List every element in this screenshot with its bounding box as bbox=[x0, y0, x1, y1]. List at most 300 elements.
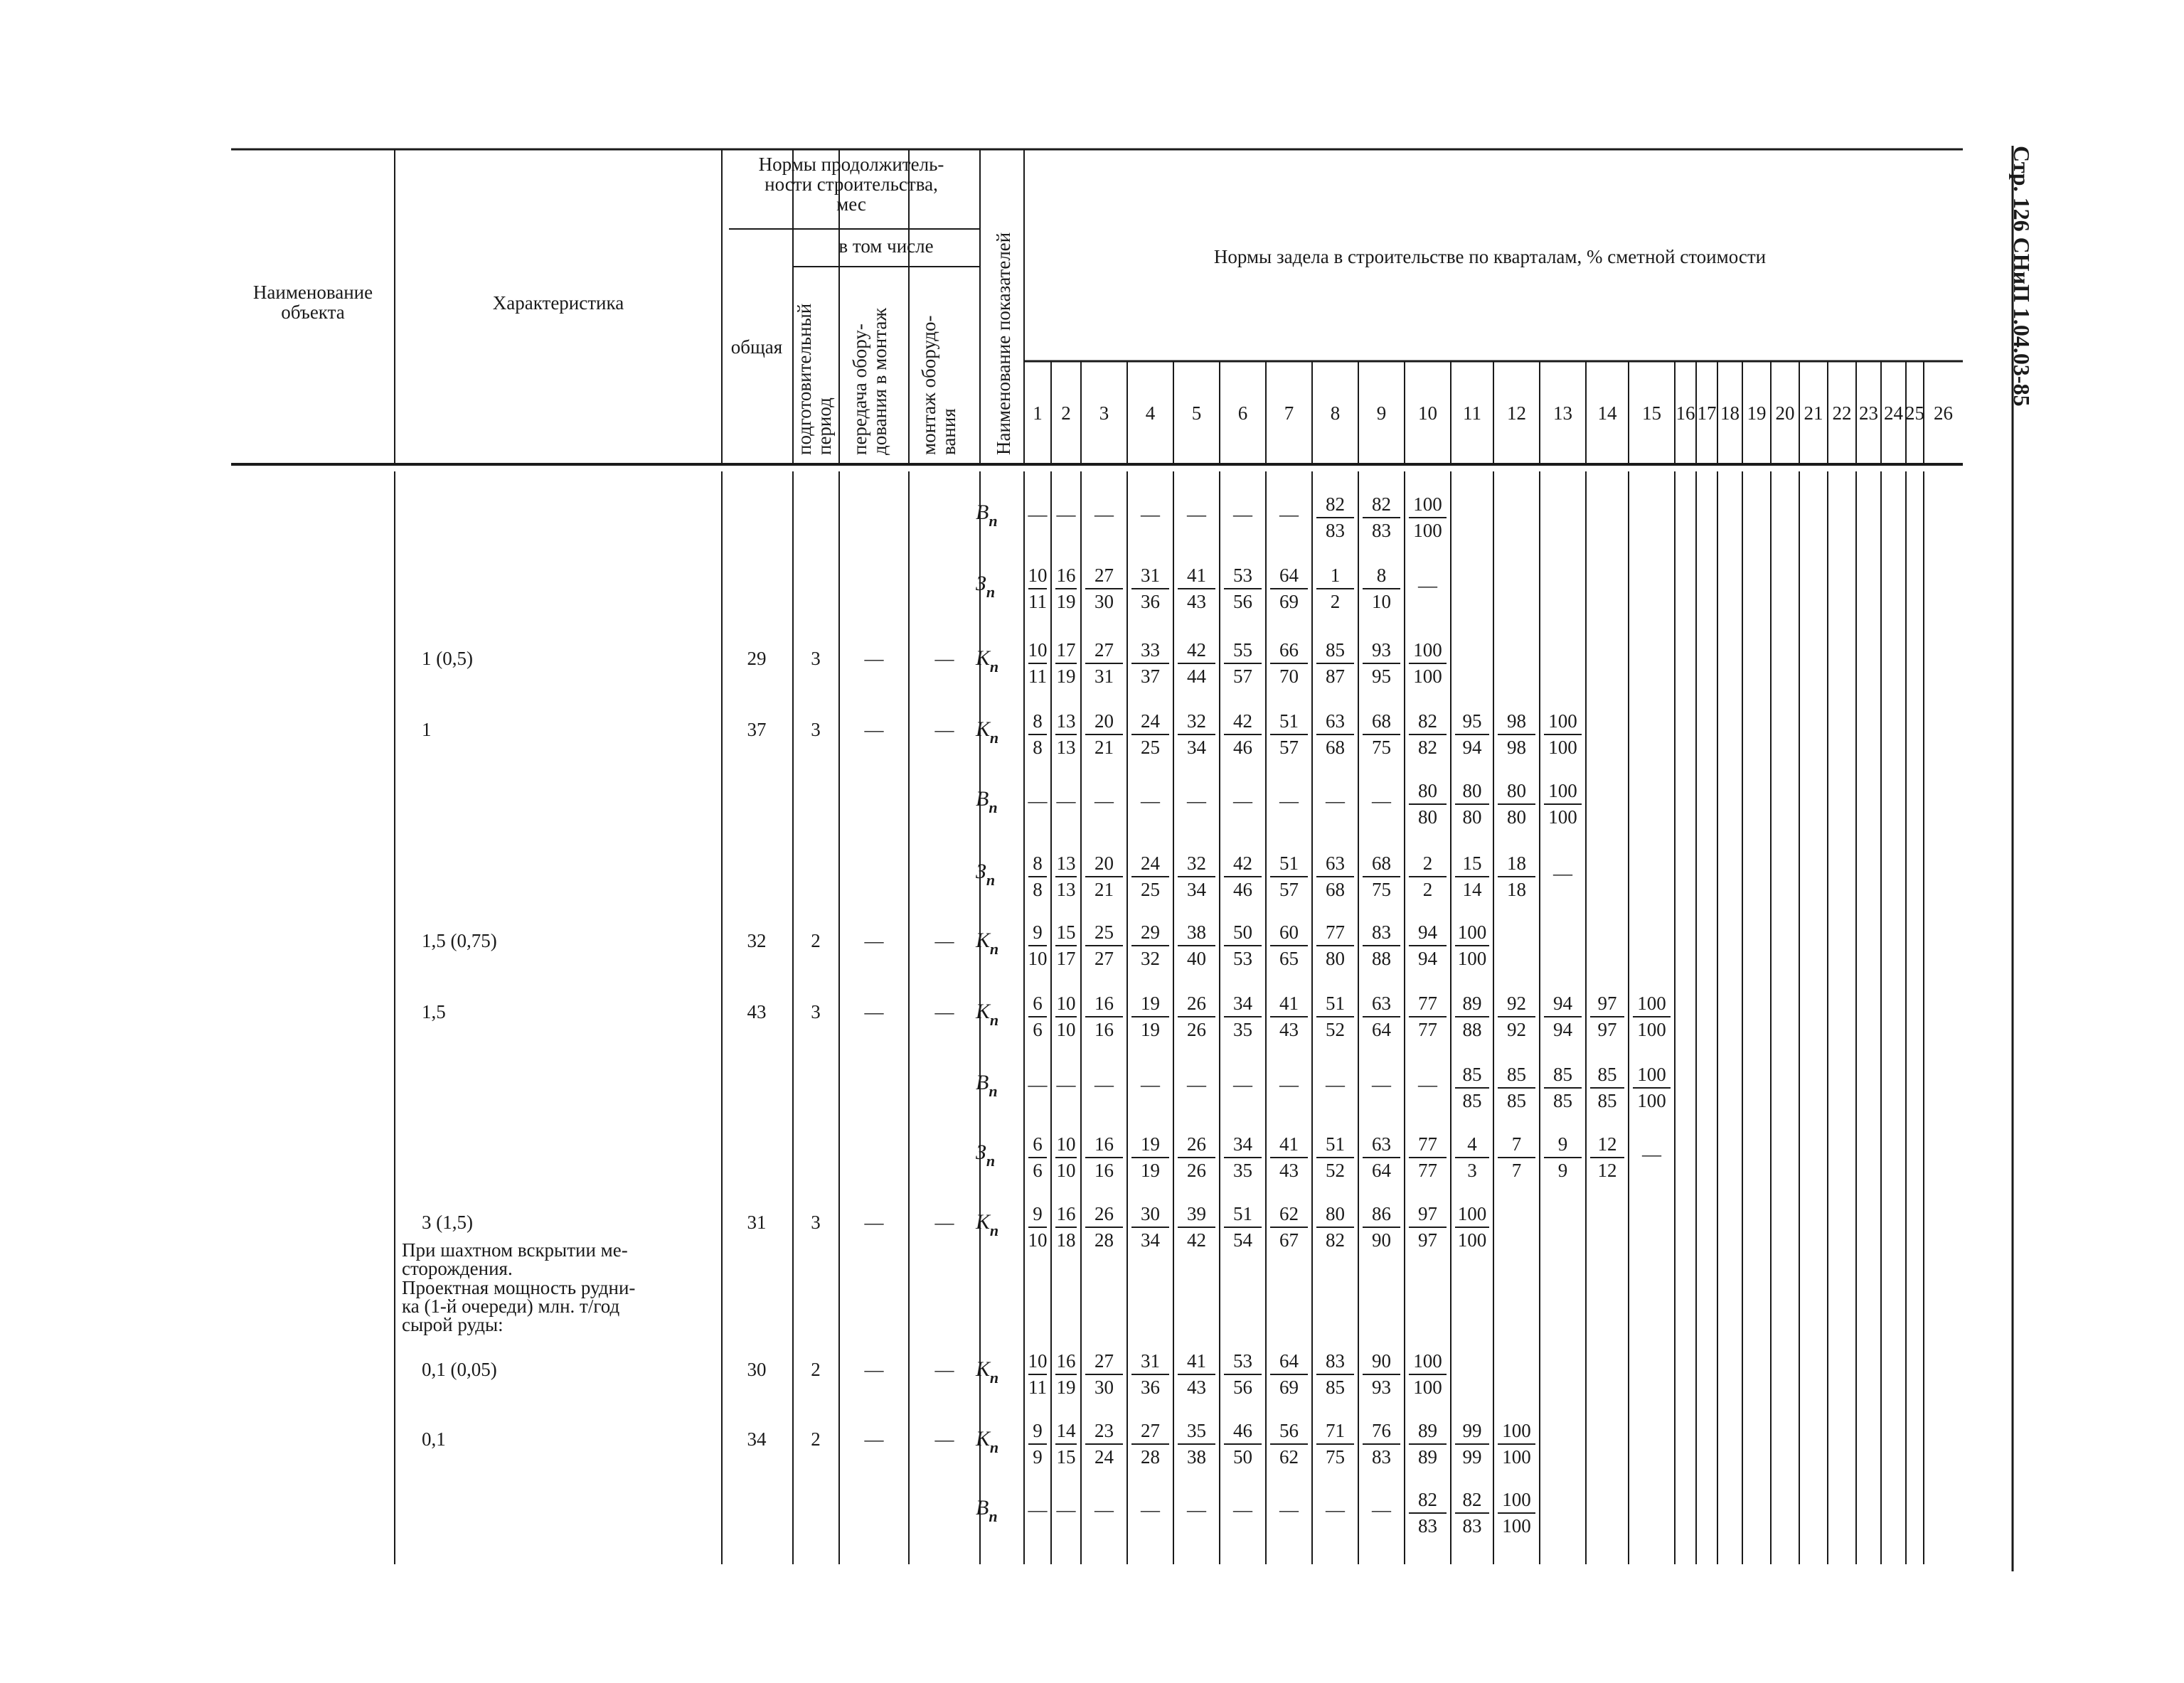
cell-numerator: 50 bbox=[1233, 921, 1252, 943]
cell-denominator: 21 bbox=[1094, 737, 1114, 758]
cell-denominator: 32 bbox=[1141, 948, 1160, 969]
cell-denominator: 100 bbox=[1413, 520, 1442, 541]
cell-numerator: 86 bbox=[1372, 1203, 1391, 1224]
cell-denominator: 100 bbox=[1548, 806, 1577, 828]
cell-numerator: 10 bbox=[1028, 565, 1048, 586]
cell-numerator: 100 bbox=[1548, 780, 1577, 801]
cell-value: — bbox=[1326, 1499, 1345, 1520]
cell-numerator: 89 bbox=[1462, 993, 1482, 1014]
cell-numerator: 29 bbox=[1141, 921, 1160, 943]
cell-denominator: 18 bbox=[1507, 879, 1526, 900]
cell-denominator: 82 bbox=[1418, 737, 1437, 758]
cell-numerator: 6 bbox=[1033, 1133, 1043, 1155]
cell-value: — bbox=[1028, 1074, 1048, 1095]
header-backlog-norms: Нормы задела в строительстве по кварталам, % сметной стоимости bbox=[1213, 246, 1767, 267]
table-row bbox=[976, 565, 1438, 612]
quarter-label: 2 bbox=[1061, 402, 1071, 424]
cell-denominator: 100 bbox=[1457, 948, 1487, 969]
row-equip-transfer: — bbox=[864, 1001, 884, 1022]
cell-value: — bbox=[1028, 503, 1048, 525]
cell-numerator: 92 bbox=[1507, 993, 1526, 1014]
page-header: Стр. 126 СНиП 1.04.03-85 bbox=[2009, 146, 2035, 407]
cell-denominator: 34 bbox=[1187, 879, 1206, 900]
cell-denominator: 11 bbox=[1028, 666, 1047, 687]
cell-numerator: 76 bbox=[1372, 1420, 1391, 1441]
cell-denominator: 38 bbox=[1187, 1446, 1206, 1468]
cell-numerator: 85 bbox=[1553, 1064, 1572, 1085]
cell-denominator: 19 bbox=[1056, 591, 1076, 612]
row-equip-transfer: — bbox=[864, 930, 884, 951]
indicator-letter: $К_п$ bbox=[976, 1210, 999, 1239]
cell-denominator: 15 bbox=[1056, 1446, 1076, 1468]
cell-numerator: 42 bbox=[1187, 639, 1206, 661]
cell-denominator: 77 bbox=[1418, 1019, 1437, 1040]
cell-value: — bbox=[1279, 1074, 1299, 1095]
cell-numerator: 77 bbox=[1418, 1133, 1437, 1155]
row-characteristic: 1,5 bbox=[422, 1001, 446, 1022]
cell-numerator: 27 bbox=[1094, 565, 1114, 586]
cell-denominator: 69 bbox=[1279, 1377, 1299, 1398]
cell-numerator: 100 bbox=[1413, 1350, 1442, 1372]
indicator-subscript: п bbox=[989, 658, 999, 675]
row-equip-install: — bbox=[934, 719, 954, 740]
quarter-label: 18 bbox=[1720, 402, 1740, 424]
cell-denominator: 6 bbox=[1033, 1160, 1043, 1181]
cell-numerator: 26 bbox=[1094, 1203, 1114, 1224]
cell-denominator: 97 bbox=[1418, 1229, 1437, 1251]
row-prep-period: 2 bbox=[811, 930, 821, 951]
quarter-label: 1 bbox=[1033, 402, 1043, 424]
cell-numerator: 17 bbox=[1056, 639, 1076, 661]
cell-numerator: 23 bbox=[1094, 1420, 1114, 1441]
cell-denominator: 36 bbox=[1141, 591, 1160, 612]
table-rules bbox=[231, 146, 2013, 1571]
cell-numerator: 41 bbox=[1279, 993, 1299, 1014]
cell-denominator: 43 bbox=[1187, 591, 1206, 612]
cell-denominator: 10 bbox=[1028, 1229, 1048, 1251]
row-total: 31 bbox=[747, 1212, 767, 1233]
cell-numerator: 82 bbox=[1326, 493, 1345, 515]
cell-value: — bbox=[1187, 1074, 1206, 1095]
cell-denominator: 2 bbox=[1422, 879, 1433, 900]
indicator-subscript: п bbox=[986, 1152, 996, 1170]
table-row bbox=[422, 1350, 1447, 1398]
cell-denominator: 83 bbox=[1326, 520, 1345, 541]
table-row bbox=[976, 493, 1447, 541]
cell-numerator: 2 bbox=[1422, 853, 1433, 874]
cell-numerator: 9 bbox=[1557, 1133, 1568, 1155]
cell-numerator: 32 bbox=[1187, 853, 1206, 874]
quarter-label: 14 bbox=[1597, 402, 1617, 424]
table-header bbox=[253, 154, 1953, 455]
quarter-label: 17 bbox=[1697, 402, 1717, 424]
cell-value: — bbox=[1141, 1074, 1160, 1095]
cell-denominator: 65 bbox=[1279, 948, 1299, 969]
cell-denominator: 11 bbox=[1028, 1377, 1047, 1398]
cell-numerator: 51 bbox=[1279, 853, 1299, 874]
cell-value: — bbox=[1326, 790, 1345, 811]
cell-denominator: 35 bbox=[1233, 1160, 1252, 1181]
cell-numerator: 63 bbox=[1326, 710, 1345, 732]
cell-denominator: 94 bbox=[1418, 948, 1437, 969]
cell-denominator: 56 bbox=[1233, 1377, 1252, 1398]
row-prep-period: 2 bbox=[811, 1428, 821, 1450]
cell-value: — bbox=[1056, 790, 1076, 811]
cell-numerator: 27 bbox=[1094, 639, 1114, 661]
cell-numerator: 7 bbox=[1511, 1133, 1522, 1155]
cell-denominator: 62 bbox=[1279, 1446, 1299, 1468]
cell-numerator: 63 bbox=[1372, 1133, 1391, 1155]
indicator-subscript: п bbox=[989, 1438, 999, 1456]
cell-denominator: 100 bbox=[1457, 1229, 1487, 1251]
row-equip-install: — bbox=[934, 648, 954, 669]
header-object-name: объекта bbox=[281, 301, 345, 323]
cell-value: — bbox=[1056, 1074, 1076, 1095]
cell-denominator: 18 bbox=[1056, 1229, 1076, 1251]
cell-numerator: 26 bbox=[1187, 1133, 1206, 1155]
indicator-letter: $К_п$ bbox=[976, 1357, 999, 1387]
row-prep-period: 2 bbox=[811, 1359, 821, 1380]
cell-denominator: 85 bbox=[1597, 1090, 1617, 1111]
cell-denominator: 14 bbox=[1462, 879, 1482, 900]
cell-denominator: 99 bbox=[1462, 1446, 1482, 1468]
cell-denominator: 10 bbox=[1372, 591, 1391, 612]
cell-numerator: 19 bbox=[1141, 993, 1160, 1014]
cell-denominator: 100 bbox=[1413, 1377, 1442, 1398]
row-characteristic: 3 (1,5) bbox=[422, 1212, 473, 1233]
cell-denominator: 25 bbox=[1141, 737, 1160, 758]
cell-denominator: 8 bbox=[1033, 879, 1043, 900]
cell-numerator: 41 bbox=[1279, 1133, 1299, 1155]
cell-numerator: 100 bbox=[1457, 1203, 1487, 1224]
cell-numerator: 82 bbox=[1372, 493, 1391, 515]
row-equip-transfer: — bbox=[864, 1359, 884, 1380]
cell-denominator: 98 bbox=[1507, 737, 1526, 758]
cell-numerator: 24 bbox=[1141, 710, 1160, 732]
cell-numerator: 16 bbox=[1056, 1203, 1076, 1224]
cell-numerator: 94 bbox=[1553, 993, 1572, 1014]
cell-denominator: 26 bbox=[1187, 1019, 1206, 1040]
cell-denominator: 21 bbox=[1094, 879, 1114, 900]
cell-denominator: 83 bbox=[1418, 1515, 1437, 1537]
cell-numerator: 35 bbox=[1187, 1420, 1206, 1441]
cell-denominator: 85 bbox=[1553, 1090, 1572, 1111]
cell-numerator: 94 bbox=[1418, 921, 1437, 943]
table-row bbox=[976, 853, 1573, 900]
cell-denominator: 93 bbox=[1372, 1377, 1391, 1398]
cell-denominator: 83 bbox=[1372, 1446, 1391, 1468]
row-equip-install: — bbox=[934, 1001, 954, 1022]
cell-numerator: 8 bbox=[1033, 710, 1043, 732]
indicator-letter: $З_п$ bbox=[976, 1140, 996, 1170]
header-equip-install: вания bbox=[938, 408, 959, 455]
cell-numerator: 55 bbox=[1233, 639, 1252, 661]
header-equip-transfer: дования в монтаж bbox=[869, 308, 890, 455]
cell-numerator: 77 bbox=[1418, 993, 1437, 1014]
cell-denominator: 80 bbox=[1418, 806, 1437, 828]
indicator-subscript: п bbox=[989, 798, 998, 816]
header-prep-period: подготовительный bbox=[794, 303, 815, 455]
cell-value: — bbox=[1028, 790, 1048, 811]
row-equip-transfer: — bbox=[864, 1212, 884, 1233]
cell-denominator: 16 bbox=[1094, 1160, 1114, 1181]
cell-denominator: 82 bbox=[1326, 1229, 1345, 1251]
quarter-label: 24 bbox=[1884, 402, 1903, 424]
cell-denominator: 94 bbox=[1462, 737, 1482, 758]
cell-numerator: 68 bbox=[1372, 710, 1391, 732]
cell-denominator: 83 bbox=[1462, 1515, 1482, 1537]
note-text: сторождения. bbox=[402, 1258, 513, 1279]
cell-denominator: 90 bbox=[1372, 1229, 1391, 1251]
cell-denominator: 75 bbox=[1372, 879, 1391, 900]
cell-value: — bbox=[1372, 1499, 1391, 1520]
cell-numerator: 8 bbox=[1376, 565, 1387, 586]
quarter-label: 7 bbox=[1284, 402, 1294, 424]
cell-denominator: 64 bbox=[1372, 1160, 1391, 1181]
cell-numerator: 82 bbox=[1418, 1489, 1437, 1510]
cell-denominator: 6 bbox=[1033, 1019, 1043, 1040]
indicator-subscript: п bbox=[986, 583, 996, 601]
cell-denominator: 83 bbox=[1372, 520, 1391, 541]
cell-numerator: 16 bbox=[1056, 565, 1076, 586]
cell-numerator: 25 bbox=[1094, 921, 1114, 943]
cell-denominator: 40 bbox=[1187, 948, 1206, 969]
cell-denominator: 100 bbox=[1637, 1090, 1666, 1111]
cell-numerator: 85 bbox=[1597, 1064, 1617, 1085]
cell-denominator: 46 bbox=[1233, 737, 1252, 758]
cell-numerator: 100 bbox=[1413, 493, 1442, 515]
cell-denominator: 30 bbox=[1094, 591, 1114, 612]
cell-value: — bbox=[1372, 1074, 1391, 1095]
cell-value: — bbox=[1233, 1074, 1252, 1095]
row-total: 30 bbox=[747, 1359, 767, 1380]
cell-numerator: 90 bbox=[1372, 1350, 1391, 1372]
quarter-label: 19 bbox=[1747, 402, 1767, 424]
cell-numerator: 9 bbox=[1033, 1203, 1043, 1224]
cell-value: — bbox=[1094, 1074, 1114, 1095]
cell-numerator: 62 bbox=[1279, 1203, 1299, 1224]
cell-denominator: 100 bbox=[1548, 737, 1577, 758]
cell-denominator: 87 bbox=[1326, 666, 1345, 687]
cell-value: — bbox=[1141, 1499, 1160, 1520]
cell-denominator: 70 bbox=[1279, 666, 1299, 687]
cell-numerator: 16 bbox=[1094, 1133, 1114, 1155]
cell-numerator: 71 bbox=[1326, 1420, 1345, 1441]
cell-numerator: 24 bbox=[1141, 853, 1160, 874]
row-characteristic: 1 (0,5) bbox=[422, 648, 473, 669]
header-object-name: Наименование bbox=[252, 282, 373, 303]
header-duration-norms: ности строительства, bbox=[765, 173, 938, 195]
cell-denominator: 100 bbox=[1413, 666, 1442, 687]
cell-numerator: 31 bbox=[1141, 1350, 1160, 1372]
cell-numerator: 14 bbox=[1056, 1420, 1076, 1441]
cell-denominator: 8 bbox=[1033, 737, 1043, 758]
cell-value: — bbox=[1028, 1499, 1048, 1520]
indicator-letter: $В_п$ bbox=[976, 1071, 998, 1100]
cell-denominator: 7 bbox=[1511, 1160, 1522, 1181]
header-indicator: Наименование показателей bbox=[993, 232, 1014, 455]
cell-denominator: 13 bbox=[1056, 737, 1076, 758]
cell-numerator: 42 bbox=[1233, 853, 1252, 874]
cell-denominator: 35 bbox=[1233, 1019, 1252, 1040]
row-total: 32 bbox=[747, 930, 767, 951]
cell-numerator: 15 bbox=[1462, 853, 1482, 874]
quarter-label: 12 bbox=[1507, 402, 1526, 424]
cell-numerator: 13 bbox=[1056, 853, 1076, 874]
cell-numerator: 100 bbox=[1637, 1064, 1666, 1085]
cell-denominator: 10 bbox=[1056, 1019, 1076, 1040]
cell-denominator: 100 bbox=[1502, 1515, 1531, 1537]
cell-denominator: 36 bbox=[1141, 1377, 1160, 1398]
cell-numerator: 64 bbox=[1279, 1350, 1299, 1372]
table-body bbox=[402, 493, 1671, 1537]
cell-numerator: 100 bbox=[1457, 921, 1487, 943]
cell-numerator: 10 bbox=[1056, 1133, 1076, 1155]
cell-numerator: 85 bbox=[1462, 1064, 1482, 1085]
cell-numerator: 1 bbox=[1330, 565, 1341, 586]
cell-numerator: 77 bbox=[1326, 921, 1345, 943]
cell-numerator: 46 bbox=[1233, 1420, 1252, 1441]
cell-numerator: 10 bbox=[1028, 1350, 1048, 1372]
row-total: 29 bbox=[747, 648, 767, 669]
row-total: 34 bbox=[747, 1428, 767, 1450]
cell-denominator: 88 bbox=[1462, 1019, 1482, 1040]
indicator-subscript: п bbox=[989, 940, 999, 958]
cell-numerator: 39 bbox=[1187, 1203, 1206, 1224]
cell-numerator: 85 bbox=[1326, 639, 1345, 661]
cell-denominator: 17 bbox=[1056, 948, 1076, 969]
cell-denominator: 19 bbox=[1141, 1160, 1160, 1181]
table-row bbox=[422, 710, 1582, 758]
cell-value: — bbox=[1233, 503, 1252, 525]
cell-numerator: 51 bbox=[1326, 993, 1345, 1014]
cell-denominator: 50 bbox=[1233, 1446, 1252, 1468]
cell-denominator: 80 bbox=[1462, 806, 1482, 828]
cell-denominator: 53 bbox=[1233, 948, 1252, 969]
cell-numerator: 42 bbox=[1233, 710, 1252, 732]
indicator-letter: $К_п$ bbox=[976, 929, 999, 958]
quarter-label: 22 bbox=[1832, 402, 1852, 424]
cell-denominator: 85 bbox=[1507, 1090, 1526, 1111]
cell-numerator: 80 bbox=[1418, 780, 1437, 801]
cell-numerator: 63 bbox=[1326, 853, 1345, 874]
cell-numerator: 97 bbox=[1418, 1203, 1437, 1224]
indicator-letter: $В_п$ bbox=[976, 787, 998, 816]
cell-denominator: 52 bbox=[1326, 1160, 1345, 1181]
cell-denominator: 69 bbox=[1279, 591, 1299, 612]
cell-denominator: 28 bbox=[1141, 1446, 1160, 1468]
cell-denominator: 26 bbox=[1187, 1160, 1206, 1181]
cell-denominator: 30 bbox=[1094, 1377, 1114, 1398]
quarter-label: 8 bbox=[1330, 402, 1341, 424]
row-characteristic: 0,1 bbox=[422, 1428, 446, 1450]
quarter-label: 5 bbox=[1191, 402, 1202, 424]
cell-denominator: 75 bbox=[1326, 1446, 1345, 1468]
cell-numerator: 64 bbox=[1279, 565, 1299, 586]
cell-denominator: 10 bbox=[1028, 948, 1048, 969]
cell-denominator: 13 bbox=[1056, 879, 1076, 900]
cell-denominator: 9 bbox=[1557, 1160, 1568, 1181]
cell-numerator: 16 bbox=[1094, 993, 1114, 1014]
cell-numerator: 53 bbox=[1233, 1350, 1252, 1372]
indicator-letter: $К_п$ bbox=[976, 646, 999, 675]
cell-numerator: 20 bbox=[1094, 853, 1114, 874]
cell-numerator: 41 bbox=[1187, 1350, 1206, 1372]
cell-numerator: 9 bbox=[1033, 1420, 1043, 1441]
cell-denominator: 24 bbox=[1094, 1446, 1114, 1468]
cell-numerator: 83 bbox=[1372, 921, 1391, 943]
indicator-subscript: п bbox=[989, 1507, 998, 1525]
quarter-label: 16 bbox=[1676, 402, 1695, 424]
cell-numerator: 38 bbox=[1187, 921, 1206, 943]
cell-value: — bbox=[1279, 1499, 1299, 1520]
cell-numerator: 26 bbox=[1187, 993, 1206, 1014]
cell-denominator: 27 bbox=[1094, 948, 1114, 969]
cell-denominator: 2 bbox=[1330, 591, 1341, 612]
cell-denominator: 16 bbox=[1094, 1019, 1114, 1040]
cell-value: — bbox=[1279, 503, 1299, 525]
cell-numerator: 60 bbox=[1279, 921, 1299, 943]
cell-numerator: 41 bbox=[1187, 565, 1206, 586]
note-text: сырой руды: bbox=[402, 1314, 504, 1335]
quarter-label: 4 bbox=[1145, 402, 1156, 424]
cell-denominator: 43 bbox=[1279, 1019, 1299, 1040]
table-row bbox=[976, 1133, 1662, 1181]
indicator-subscript: п bbox=[989, 1011, 999, 1029]
row-equip-install: — bbox=[934, 1212, 954, 1233]
indicator-letter: $К_п$ bbox=[976, 1000, 999, 1029]
row-characteristic: 1,5 (0,75) bbox=[422, 930, 497, 951]
cell-value: — bbox=[1141, 503, 1160, 525]
cell-numerator: 51 bbox=[1326, 1133, 1345, 1155]
cell-value: — bbox=[1418, 575, 1437, 596]
header-equip-install: монтаж оборудо- bbox=[918, 315, 939, 455]
cell-numerator: 66 bbox=[1279, 639, 1299, 661]
indicator-letter: $З_п$ bbox=[976, 860, 996, 889]
cell-numerator: 27 bbox=[1094, 1350, 1114, 1372]
table-row bbox=[976, 1064, 1671, 1111]
cell-denominator: 89 bbox=[1418, 1446, 1437, 1468]
cell-denominator: 94 bbox=[1553, 1019, 1572, 1040]
cell-denominator: 25 bbox=[1141, 879, 1160, 900]
note-text: При шахтном вскрытии ме- bbox=[402, 1239, 628, 1261]
cell-denominator: 85 bbox=[1462, 1090, 1482, 1111]
cell-value: — bbox=[1279, 790, 1299, 811]
header-equip-transfer: передача обору- bbox=[849, 324, 870, 455]
note-text: ка (1-й очереди) млн. т/год bbox=[402, 1295, 620, 1317]
cell-denominator: 77 bbox=[1418, 1160, 1437, 1181]
cell-value: — bbox=[1233, 790, 1252, 811]
cell-numerator: 80 bbox=[1462, 780, 1482, 801]
cell-numerator: 33 bbox=[1141, 639, 1160, 661]
indicator-letter: $З_п$ bbox=[976, 572, 996, 601]
cell-numerator: 51 bbox=[1233, 1203, 1252, 1224]
indicator-letter: $К_п$ bbox=[976, 1427, 999, 1456]
cell-denominator: 52 bbox=[1326, 1019, 1345, 1040]
cell-numerator: 12 bbox=[1597, 1133, 1617, 1155]
indicator-letter: $В_п$ bbox=[976, 1496, 998, 1525]
row-equip-transfer: — bbox=[864, 719, 884, 740]
quarter-label: 21 bbox=[1804, 402, 1823, 424]
cell-denominator: 46 bbox=[1233, 879, 1252, 900]
cell-denominator: 54 bbox=[1233, 1229, 1252, 1251]
cell-denominator: 57 bbox=[1279, 737, 1299, 758]
cell-numerator: 16 bbox=[1056, 1350, 1076, 1372]
cell-denominator: 34 bbox=[1187, 737, 1206, 758]
cell-denominator: 11 bbox=[1028, 591, 1047, 612]
cell-numerator: 53 bbox=[1233, 565, 1252, 586]
cell-denominator: 80 bbox=[1507, 806, 1526, 828]
